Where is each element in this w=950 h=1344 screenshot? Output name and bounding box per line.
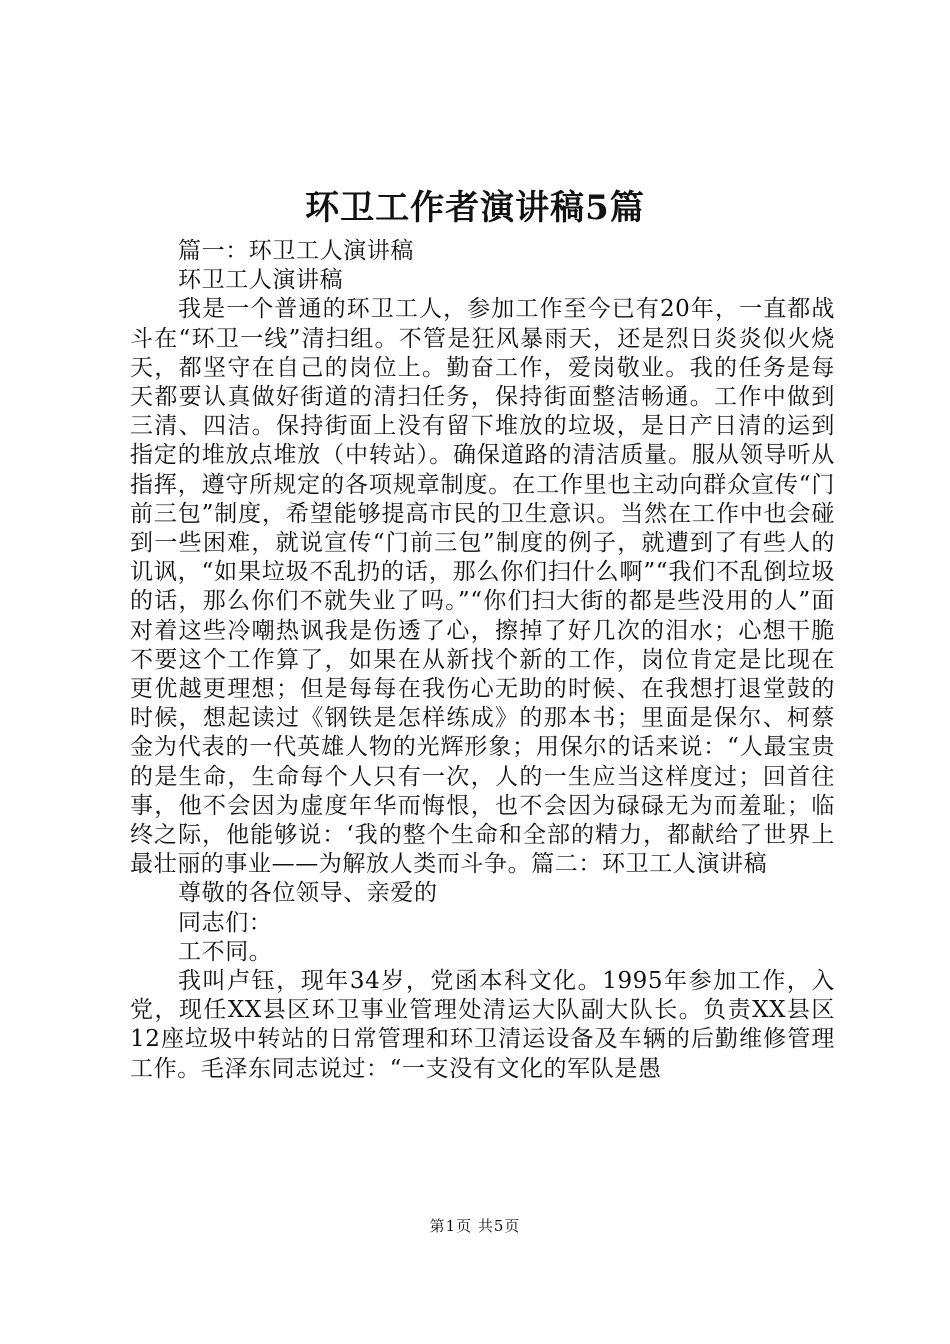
document-title: 环卫工作者演讲稿5篇 [305,188,645,228]
paragraph-salutation: 尊敬的各位领导、亲爱的 [178,880,438,907]
paragraph-speech-one: 我是一个普通的环卫工人，参加工作至今已有20年，一直都战斗在“环卫一线”清扫组。不管是狂风暴雨天，还是烈日炎炎似火烧天，都坚守在自己的岗位上。勤奋工作，爱岗敬业。我的任务是每天都要认真做好街道的清扫任务，保持街面整洁畅通。工作中做到三清、四洁。保持街面上没有留下堆放的垃圾，是日产日清的运到指定的堆放点堆放（中转站）。确保道路的清洁质量。服从领导听从指挥，遵守所规定的各项规章制度。在工作里也主动向群众宣传“门前三包”制度，希望能够提高市民的卫生意识。当然在工作中也会碰到一些困难，就说宣传“门前三包”制度的例子，就遭到了有些人的讥讽，“如果垃圾不乱扔的话，那么你们扫什么啊”“我们不乱倒垃圾的话，那么你们不就失业了吗。”“你们扫大街的都是些没用的人”面对着这些冷嘲热讽我是伤透了心，擦掉了好几次的泪水；心想干脆不要这个工作算了，如果在从新找个新的工作，岗位肯定是比现在更优越更理想；但是每每在我伤心无助的时候、在我想打退堂鼓的时候，想起读过《钢铁是怎样练成》的那本书；里面是保尔、柯蔡金为代表的一代英雄人物的光辉形象；用保尔的话来说：“人最宝贵的是生命，生命每个人只有一次，人的一生应当这样度过；回首往事，他不会因为虚度年华而悔恨，也不会因为碌碌无为而羞耻；临终之际，他能够说：‘我的整个生命和全部的精力，都献给了世界上最壮丽的事业——为解放人类而斗争。篇二：环卫工人演讲稿 [130,296,835,878]
paragraph-comrades: 同志们： [178,909,273,936]
paragraph-subtitle: 环卫工人演讲稿 [178,267,344,294]
document-body [130,237,835,1084]
paragraph-section-heading: 篇一：环卫工人演讲稿 [178,238,414,264]
paragraph-fragment: 工不同。 [178,938,273,965]
page-footer: 第1页 共5页 [429,1217,521,1235]
paragraph-speech-two: 我叫卢钰，现年34岁，党函本科文化。1995年参加工作，入党，现任XX县区环卫事业管理处清运大队副大队长。负责XX县区12座垃圾中转站的日常管理和环卫清运设备及车辆的后勤维修管理工作。毛泽东同志说过：“一支没有文化的军队是愚 [130,968,835,1082]
